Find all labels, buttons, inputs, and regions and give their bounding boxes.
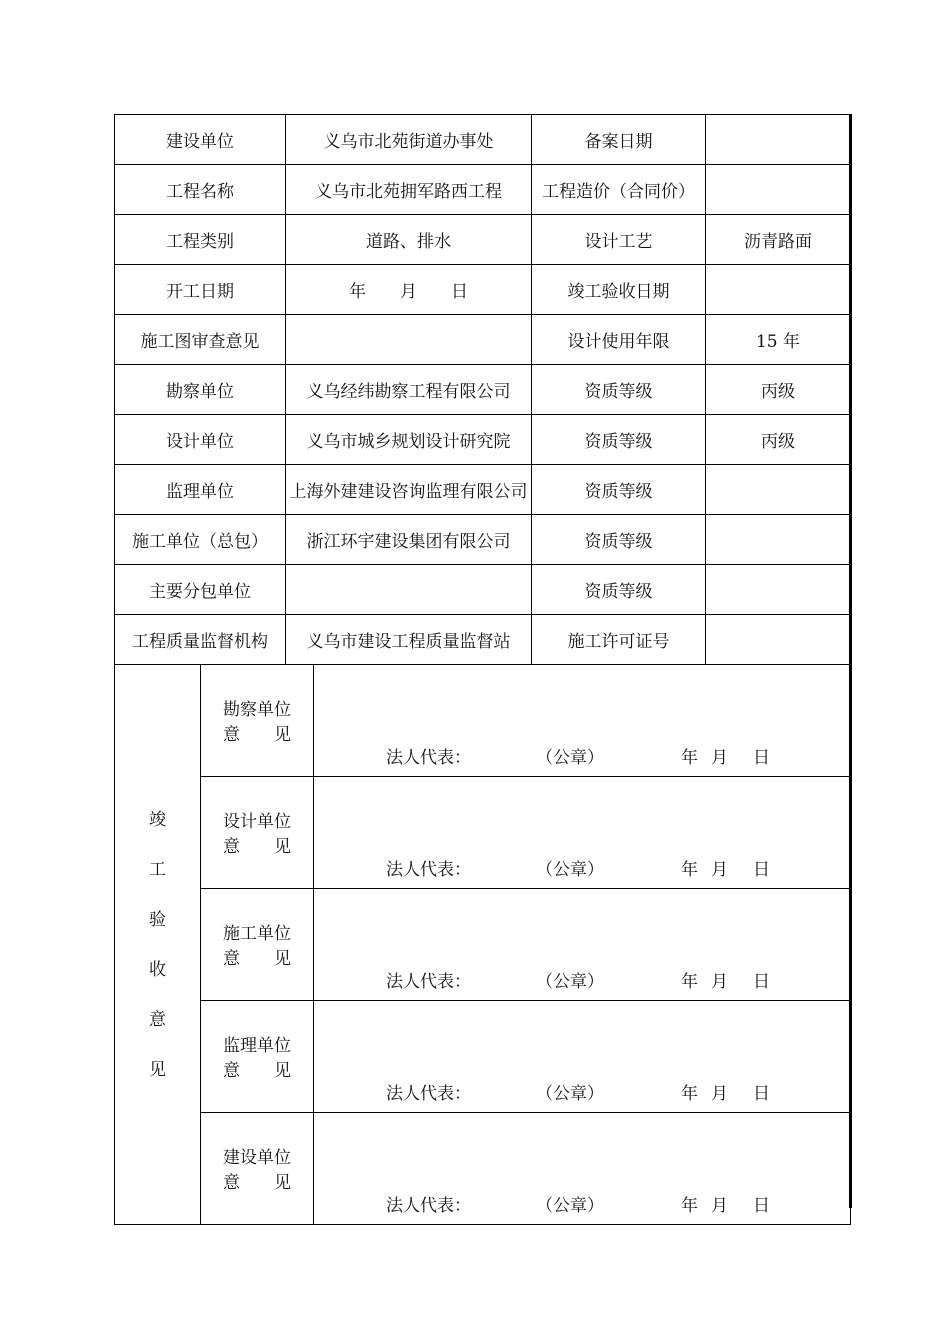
field-value: 丙级: [706, 365, 851, 415]
seal-label: （公章）: [536, 860, 604, 880]
opinion-cell[interactable]: [314, 777, 851, 889]
seal-label: （公章）: [536, 1084, 604, 1104]
field-label: 设计单位: [115, 415, 286, 465]
field-label: 资质等级: [532, 465, 706, 515]
field-value: 义乌市北苑拥军路西工程: [286, 165, 532, 215]
field-label: 备案日期: [532, 115, 706, 165]
field-label: 工程质量监督机构: [115, 615, 286, 665]
party-label: [201, 777, 314, 889]
info-row: [115, 115, 851, 165]
field-value: [706, 615, 851, 665]
section-title-char: 验: [149, 909, 166, 930]
signature-line: [386, 855, 770, 880]
opinion-label: 意 见: [223, 1172, 291, 1193]
field-label: 勘察单位: [115, 365, 286, 415]
acceptance-opinions-table: [114, 664, 851, 1225]
field-label: 设计工艺: [532, 215, 706, 265]
field-label: 施工许可证号: [532, 615, 706, 665]
info-row: [115, 315, 851, 365]
field-value: 年 月 日: [286, 265, 532, 315]
field-value: [706, 265, 851, 315]
opinion-label: 意 见: [223, 948, 291, 969]
field-value: [706, 515, 851, 565]
month-label: 月: [711, 972, 728, 992]
day-label: 日: [753, 972, 770, 992]
field-value: 义乌经纬勘察工程有限公司: [286, 365, 532, 415]
info-row: [115, 215, 851, 265]
field-label: 主要分包单位: [115, 565, 286, 615]
party-label: [201, 1113, 314, 1225]
field-label: 资质等级: [532, 565, 706, 615]
opinion-label: 意 见: [223, 836, 291, 857]
field-value: 15 年: [706, 315, 851, 365]
signature-line: [386, 743, 770, 768]
section-title-char: 收: [149, 959, 166, 980]
field-label: 开工日期: [115, 265, 286, 315]
opinion-cell[interactable]: [314, 1001, 851, 1113]
field-label: 工程造价（合同价）: [532, 165, 706, 215]
signature-line: [386, 967, 770, 992]
info-row: [115, 165, 851, 215]
field-label: 工程类别: [115, 215, 286, 265]
party-name: 施工单位: [223, 923, 291, 944]
opinion-cell[interactable]: [314, 889, 851, 1001]
field-label: 施工单位（总包）: [115, 515, 286, 565]
year-label: 年: [681, 972, 698, 992]
info-row: [115, 415, 851, 465]
signature-line: [386, 1191, 770, 1216]
field-value: [706, 115, 851, 165]
field-label: 资质等级: [532, 365, 706, 415]
seal-label: （公章）: [536, 748, 604, 768]
field-value: 上海外建建设咨询监理有限公司: [286, 465, 532, 515]
field-value: 道路、排水: [286, 215, 532, 265]
party-label: [201, 1001, 314, 1113]
info-row: [115, 265, 851, 315]
opinion-cell[interactable]: [314, 1113, 851, 1225]
section-title: [115, 665, 201, 1225]
field-label: 资质等级: [532, 515, 706, 565]
day-label: 日: [753, 1196, 770, 1216]
legal-rep-label: 法人代表：: [386, 972, 471, 992]
acceptance-row: [115, 889, 851, 1001]
acceptance-form: [114, 114, 850, 1225]
field-value: 沥青路面: [706, 215, 851, 265]
legal-rep-label: 法人代表：: [386, 1084, 471, 1104]
seal-label: （公章）: [536, 1196, 604, 1216]
project-info-table: [114, 114, 851, 665]
info-row: [115, 565, 851, 615]
section-title-char: 见: [149, 1059, 166, 1080]
party-name: 监理单位: [223, 1035, 291, 1056]
month-label: 月: [711, 860, 728, 880]
field-value: [706, 165, 851, 215]
field-label: 监理单位: [115, 465, 286, 515]
signature-line: [386, 1079, 770, 1104]
acceptance-row: [115, 665, 851, 777]
year-label: 年: [681, 1196, 698, 1216]
legal-rep-label: 法人代表：: [386, 860, 471, 880]
field-value: 丙级: [706, 415, 851, 465]
month-label: 月: [711, 1196, 728, 1216]
field-label: 工程名称: [115, 165, 286, 215]
info-row: [115, 465, 851, 515]
opinion-cell[interactable]: [314, 665, 851, 777]
field-value: 浙江环宇建设集团有限公司: [286, 515, 532, 565]
section-title-char: 意: [149, 1009, 166, 1030]
field-value: [286, 315, 532, 365]
party-label: [201, 889, 314, 1001]
section-title-char: 工: [149, 859, 166, 880]
acceptance-row: [115, 1113, 851, 1225]
month-label: 月: [711, 748, 728, 768]
table-right-border: [849, 114, 852, 1208]
seal-label: （公章）: [536, 972, 604, 992]
info-row: [115, 615, 851, 665]
day-label: 日: [753, 1084, 770, 1104]
field-value: [286, 565, 532, 615]
legal-rep-label: 法人代表：: [386, 1196, 471, 1216]
day-label: 日: [753, 748, 770, 768]
month-label: 月: [711, 1084, 728, 1104]
field-value: 义乌市建设工程质量监督站: [286, 615, 532, 665]
party-name: 勘察单位: [223, 699, 291, 720]
field-value: [706, 465, 851, 515]
field-label: 施工图审查意见: [115, 315, 286, 365]
opinion-label: 意 见: [223, 1060, 291, 1081]
acceptance-row: [115, 1001, 851, 1113]
field-label: 建设单位: [115, 115, 286, 165]
field-label: 竣工验收日期: [532, 265, 706, 315]
field-value: 义乌市城乡规划设计研究院: [286, 415, 532, 465]
section-title-char: 竣: [149, 809, 166, 830]
party-name: 设计单位: [223, 811, 291, 832]
field-value: [706, 565, 851, 615]
info-row: [115, 515, 851, 565]
field-value: 义乌市北苑街道办事处: [286, 115, 532, 165]
day-label: 日: [753, 860, 770, 880]
acceptance-row: [115, 777, 851, 889]
year-label: 年: [681, 1084, 698, 1104]
party-name: 建设单位: [223, 1147, 291, 1168]
year-label: 年: [681, 860, 698, 880]
field-label: 资质等级: [532, 415, 706, 465]
field-label: 设计使用年限: [532, 315, 706, 365]
info-row: [115, 365, 851, 415]
legal-rep-label: 法人代表：: [386, 748, 471, 768]
opinion-label: 意 见: [223, 724, 291, 745]
party-label: [201, 665, 314, 777]
year-label: 年: [681, 748, 698, 768]
